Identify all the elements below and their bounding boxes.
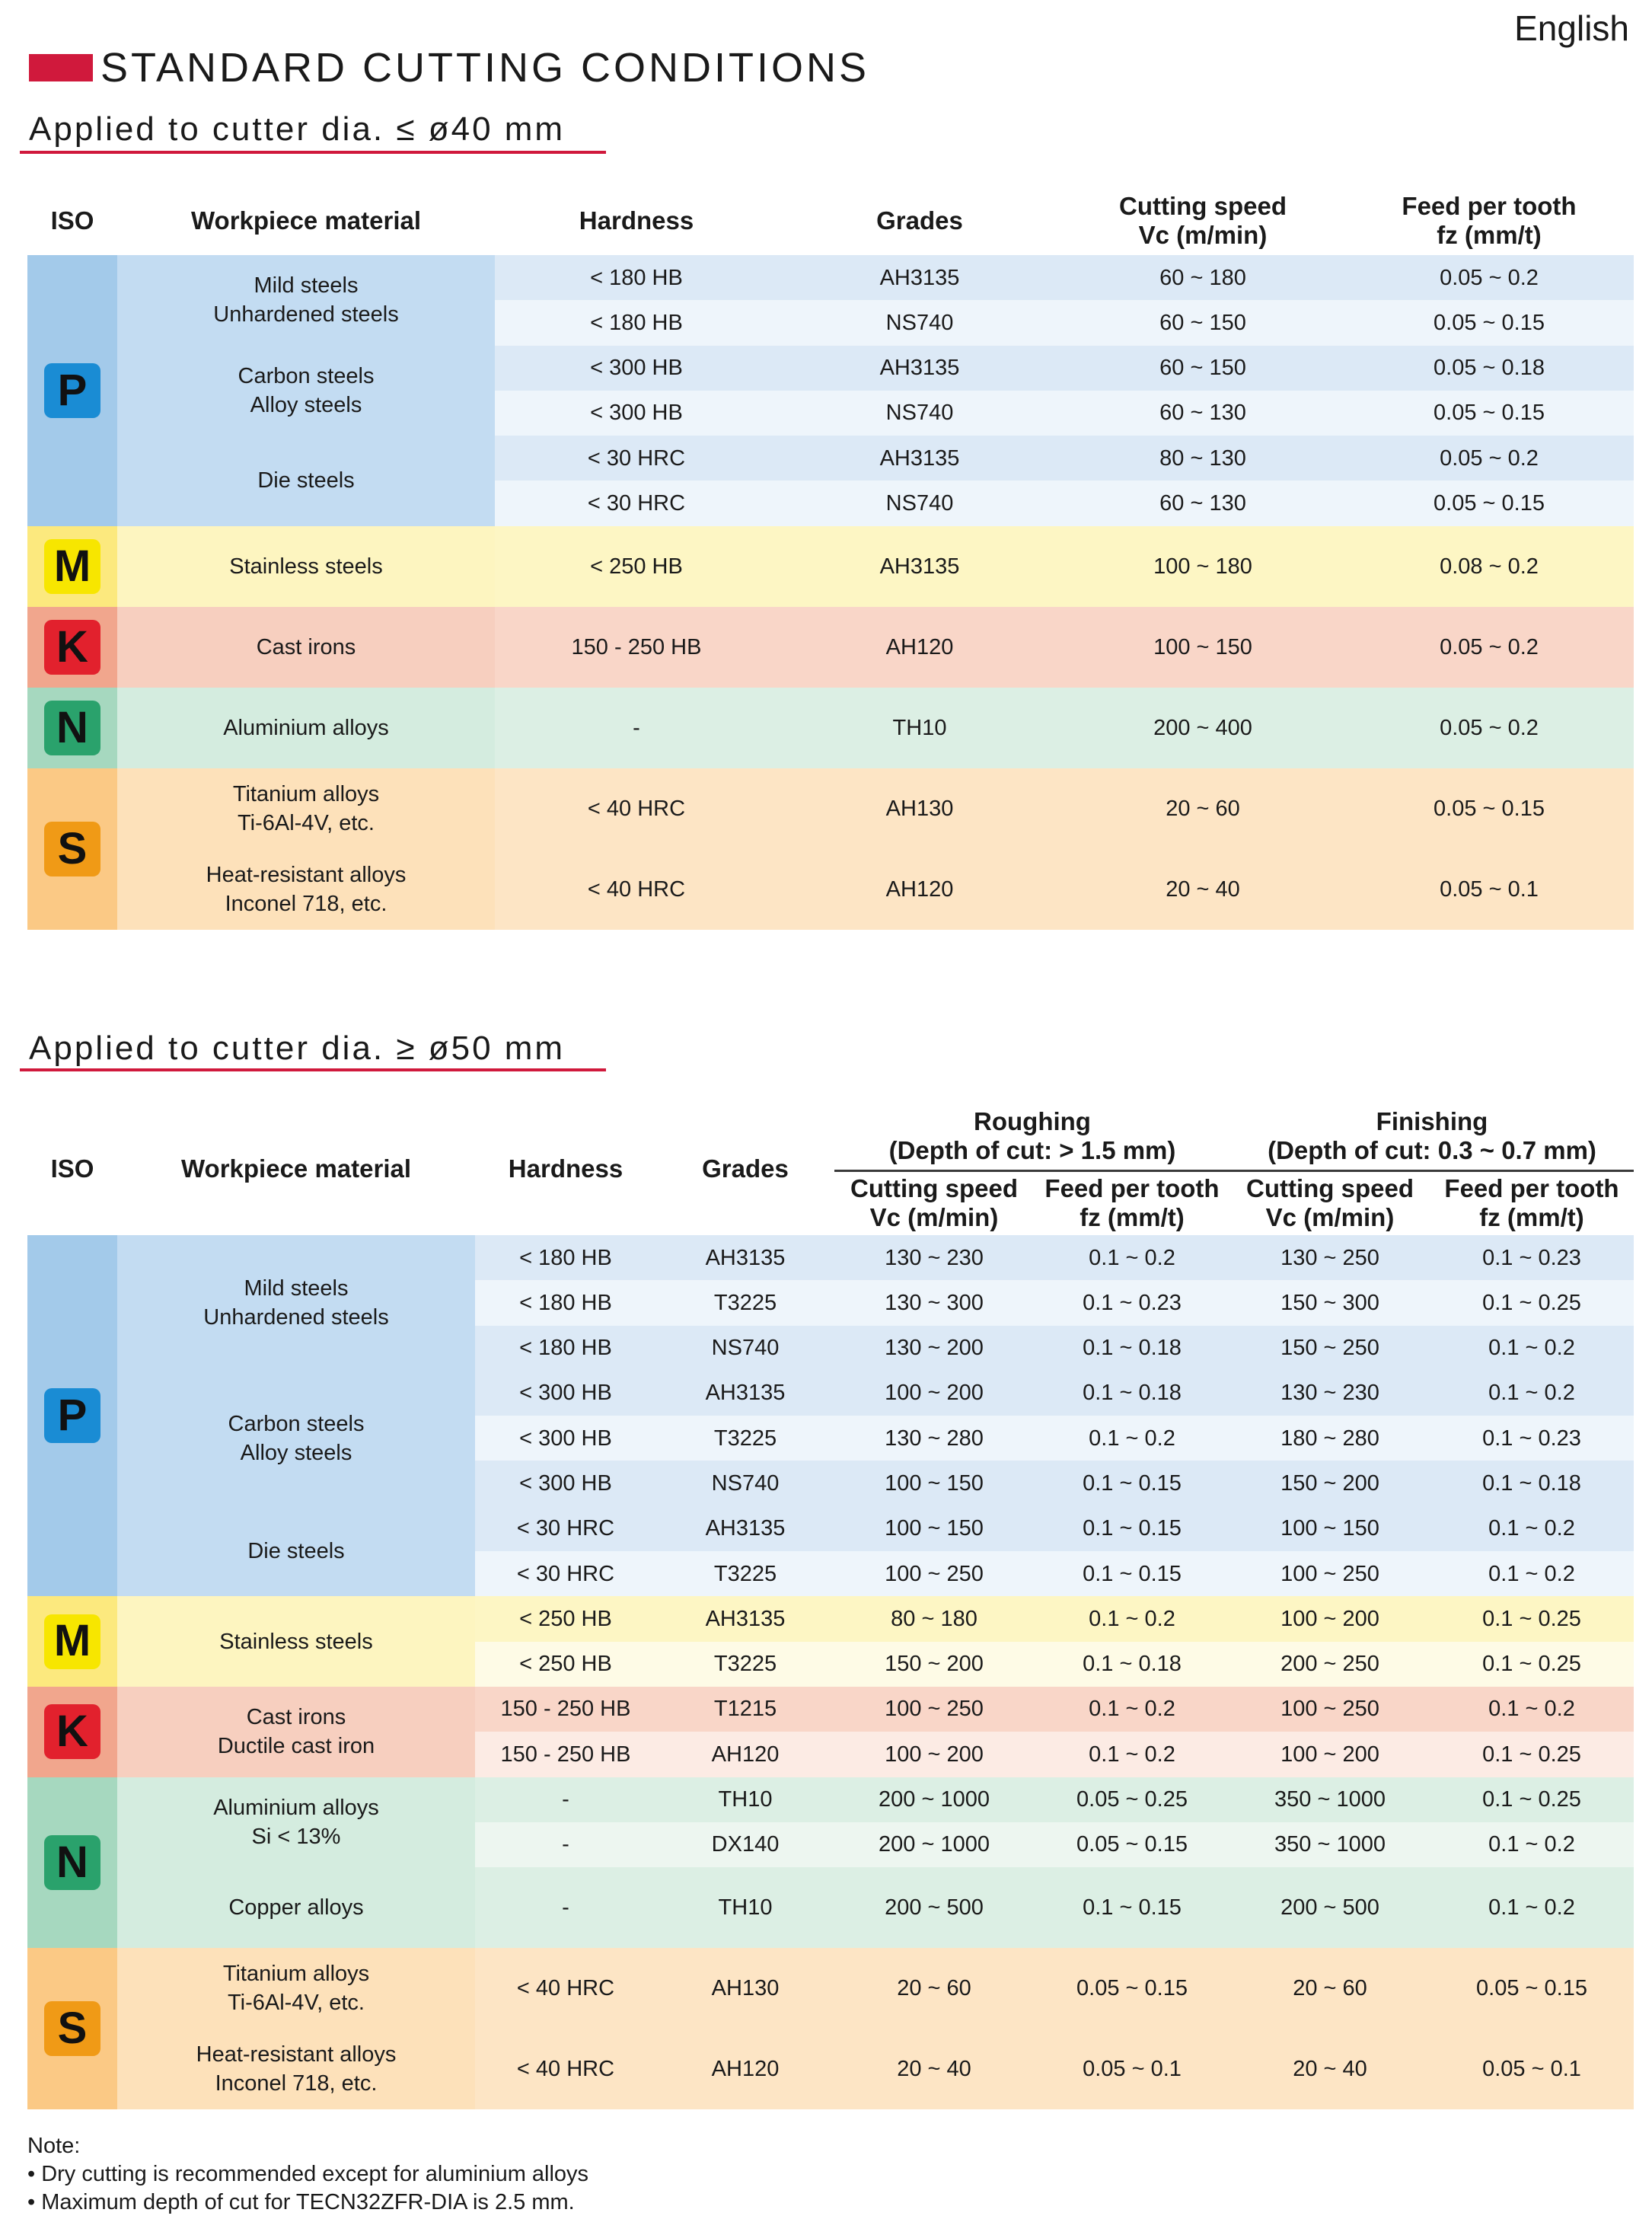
material-name: Stainless steels: [229, 554, 383, 579]
iso-badge-k: K: [44, 1704, 100, 1759]
table-row: [27, 1687, 1634, 1732]
header-feed-per-tooth: [1344, 187, 1634, 255]
finishing-feed-cell: 0.1 ~ 0.2: [1430, 1506, 1634, 1551]
finishing-feed-cell: 0.1 ~ 0.25: [1430, 1732, 1634, 1777]
header-iso: ISO: [50, 1154, 94, 1183]
cutting-speed-cell: 20 ~ 60: [1061, 768, 1344, 849]
finishing-speed-cell: 100 ~ 150: [1230, 1506, 1430, 1551]
iso-badge-m: M: [44, 1614, 100, 1669]
material-name: Ti-6Al-4V, etc.: [228, 1991, 365, 2016]
material-name: Die steels: [257, 468, 355, 493]
material-cell: [117, 1777, 475, 1868]
section-title-small-dia: Applied to cutter dia. ≤ ø40 mm: [29, 110, 566, 148]
material-cell: [117, 346, 495, 436]
header-grades: Grades: [876, 206, 963, 235]
header-cutting-speed-line2: Vc (m/min): [1138, 221, 1268, 249]
table-row: [27, 607, 1634, 688]
header-feed-line1: Feed per tooth: [1402, 192, 1577, 221]
hardness-cell: -: [475, 1822, 656, 1867]
material-name: Ti-6Al-4V, etc.: [238, 810, 375, 835]
roughing-speed-cell: 20 ~ 60: [834, 1948, 1034, 2029]
cutting-speed-cell: 20 ~ 40: [1061, 849, 1344, 930]
table-row: [27, 849, 1634, 930]
roughing-speed-cell: 100 ~ 150: [834, 1461, 1034, 1505]
finishing-feed-cell: 0.1 ~ 0.25: [1430, 1642, 1634, 1687]
finishing-speed-cell: 100 ~ 200: [1230, 1596, 1430, 1641]
finishing-speed-cell: 350 ~ 1000: [1230, 1822, 1430, 1867]
iso-badge-n: N: [44, 701, 100, 755]
feed-cell: 0.05 ~ 0.2: [1344, 436, 1634, 481]
header-iso: ISO: [50, 206, 94, 235]
table-row: [27, 1596, 1634, 1641]
grade-cell: AH3135: [656, 1371, 834, 1416]
header-speed-line2: Vc (m/min): [1265, 1203, 1395, 1232]
header-finishing-line2: (Depth of cut: 0.3 ~ 0.7 mm): [1268, 1135, 1596, 1164]
iso-badge-k: K: [44, 620, 100, 675]
iso-cell: [27, 607, 117, 688]
finishing-feed-cell: 0.1 ~ 0.2: [1430, 1867, 1634, 1948]
hardness-cell: < 180 HB: [495, 300, 778, 345]
finishing-feed-cell: 0.05 ~ 0.15: [1430, 1948, 1634, 2029]
feed-cell: 0.05 ~ 0.2: [1344, 255, 1634, 300]
cutting-speed-cell: 60 ~ 180: [1061, 255, 1344, 300]
material-name: Titanium alloys: [222, 1961, 370, 1986]
title-accent-bar: [29, 54, 93, 81]
table-row: [27, 1948, 1634, 2029]
grade-cell: AH120: [656, 2029, 834, 2109]
material-cell: [117, 1235, 475, 1371]
roughing-feed-cell: 0.1 ~ 0.2: [1034, 1596, 1230, 1641]
notes: [27, 2132, 588, 2217]
hardness-cell: < 30 HRC: [475, 1551, 656, 1596]
iso-cell: [27, 1235, 117, 1596]
roughing-feed-cell: 0.1 ~ 0.2: [1034, 1416, 1230, 1461]
header-cutting-speed: [1061, 187, 1344, 255]
hardness-cell: < 300 HB: [475, 1461, 656, 1505]
finishing-speed-cell: 150 ~ 250: [1230, 1326, 1430, 1371]
finishing-speed-cell: 130 ~ 230: [1230, 1371, 1430, 1416]
material-cell: [117, 255, 495, 346]
cutting-speed-cell: 200 ~ 400: [1061, 688, 1344, 768]
cutting-conditions-table-large: [27, 1103, 1634, 2109]
grade-cell: TH10: [778, 688, 1061, 768]
roughing-feed-cell: 0.05 ~ 0.15: [1034, 1948, 1230, 2029]
material-name: Mild steels: [254, 273, 359, 299]
table-row: [27, 1371, 1634, 1416]
roughing-speed-cell: 200 ~ 1000: [834, 1822, 1034, 1867]
iso-cell: [27, 255, 117, 526]
hardness-cell: < 30 HRC: [495, 481, 778, 525]
finishing-speed-cell: 100 ~ 250: [1230, 1551, 1430, 1596]
material-name: Cast irons: [246, 1705, 346, 1729]
grade-cell: TH10: [656, 1777, 834, 1822]
page-title: [29, 46, 869, 90]
finishing-feed-cell: 0.1 ~ 0.25: [1430, 1280, 1634, 1325]
finishing-feed-cell: 0.1 ~ 0.25: [1430, 1596, 1634, 1641]
iso-badge-s: S: [44, 2001, 100, 2056]
page-title-text: STANDARD CUTTING CONDITIONS: [100, 45, 869, 91]
material-name: Copper alloys: [228, 1895, 364, 1920]
grade-cell: T3225: [656, 1551, 834, 1596]
cutting-speed-cell: 60 ~ 130: [1061, 481, 1344, 525]
material-name: Aluminium alloys: [213, 1795, 379, 1820]
material-cell: [117, 768, 495, 849]
roughing-feed-cell: 0.1 ~ 0.23: [1034, 1280, 1230, 1325]
header-hardness: Hardness: [579, 206, 694, 235]
cutting-speed-cell: 100 ~ 180: [1061, 526, 1344, 607]
iso-badge-n: N: [44, 1835, 100, 1890]
feed-cell: 0.05 ~ 0.15: [1344, 391, 1634, 436]
header-feed-line1: Feed per tooth: [1044, 1174, 1220, 1203]
roughing-speed-cell: 100 ~ 200: [834, 1732, 1034, 1777]
roughing-feed-cell: 0.1 ~ 0.15: [1034, 1867, 1230, 1948]
iso-cell: [27, 1596, 117, 1687]
hardness-cell: < 250 HB: [495, 526, 778, 607]
grade-cell: NS740: [656, 1326, 834, 1371]
header-roughing-speed: [834, 1170, 1034, 1235]
grade-cell: AH3135: [778, 346, 1061, 391]
grade-cell: AH120: [778, 607, 1061, 688]
roughing-speed-cell: 100 ~ 250: [834, 1687, 1034, 1732]
header-roughing: [834, 1103, 1230, 1170]
header-roughing-line1: Roughing: [974, 1106, 1091, 1135]
feed-cell: 0.05 ~ 0.15: [1344, 768, 1634, 849]
header-roughing-line2: (Depth of cut: > 1.5 mm): [888, 1135, 1176, 1164]
material-name: Mild steels: [244, 1276, 349, 1301]
finishing-feed-cell: 0.05 ~ 0.1: [1430, 2029, 1634, 2109]
cutting-speed-cell: 60 ~ 130: [1061, 391, 1344, 436]
header-finishing-feed: [1430, 1170, 1634, 1235]
material-name: Titanium alloys: [232, 781, 380, 806]
hardness-cell: < 300 HB: [495, 391, 778, 436]
finishing-speed-cell: 20 ~ 60: [1230, 1948, 1430, 2029]
finishing-speed-cell: 150 ~ 300: [1230, 1280, 1430, 1325]
grade-cell: DX140: [656, 1822, 834, 1867]
hardness-cell: < 30 HRC: [495, 436, 778, 481]
feed-cell: 0.05 ~ 0.2: [1344, 688, 1634, 768]
hardness-cell: < 180 HB: [475, 1280, 656, 1325]
material-name: Unhardened steels: [203, 1304, 389, 1330]
header-grades: Grades: [702, 1154, 789, 1183]
roughing-feed-cell: 0.05 ~ 0.25: [1034, 1777, 1230, 1822]
material-name: Carbon steels: [238, 363, 375, 388]
grade-cell: NS740: [778, 300, 1061, 345]
material-name: Unhardened steels: [213, 302, 399, 327]
table-row: [27, 255, 1634, 300]
iso-badge-s: S: [44, 822, 100, 876]
feed-cell: 0.05 ~ 0.2: [1344, 607, 1634, 688]
header-feed-line2: fz (mm/t): [1080, 1203, 1185, 1232]
note-item: • Dry cutting is recommended except for aluminium alloys: [27, 2162, 589, 2186]
finishing-speed-cell: 130 ~ 250: [1230, 1235, 1430, 1280]
material-name: Heat-resistant alloys: [206, 862, 407, 887]
finishing-speed-cell: 100 ~ 250: [1230, 1687, 1430, 1732]
table-row: [27, 1867, 1634, 1948]
finishing-feed-cell: 0.1 ~ 0.2: [1430, 1822, 1634, 1867]
grade-cell: AH3135: [778, 255, 1061, 300]
finishing-speed-cell: 150 ~ 200: [1230, 1461, 1430, 1505]
roughing-feed-cell: 0.1 ~ 0.2: [1034, 1235, 1230, 1280]
finishing-feed-cell: 0.1 ~ 0.23: [1430, 1416, 1634, 1461]
hardness-cell: < 300 HB: [475, 1371, 656, 1416]
table-row: [27, 2029, 1634, 2109]
roughing-speed-cell: 100 ~ 150: [834, 1506, 1034, 1551]
roughing-feed-cell: 0.1 ~ 0.18: [1034, 1642, 1230, 1687]
material-cell: [117, 607, 495, 688]
finishing-feed-cell: 0.1 ~ 0.2: [1430, 1551, 1634, 1596]
hardness-cell: < 40 HRC: [475, 2029, 656, 2109]
hardness-cell: -: [475, 1777, 656, 1822]
material-cell: [117, 849, 495, 930]
finishing-feed-cell: 0.1 ~ 0.2: [1430, 1326, 1634, 1371]
material-cell: [117, 2029, 475, 2109]
header-hardness: Hardness: [508, 1154, 623, 1183]
roughing-speed-cell: 130 ~ 230: [834, 1235, 1034, 1280]
roughing-speed-cell: 130 ~ 200: [834, 1326, 1034, 1371]
roughing-feed-cell: 0.1 ~ 0.18: [1034, 1371, 1230, 1416]
note-item: • Maximum depth of cut for TECN32ZFR-DIA is 2.5 mm.: [27, 2190, 575, 2214]
grade-cell: NS740: [656, 1461, 834, 1505]
roughing-speed-cell: 150 ~ 200: [834, 1642, 1034, 1687]
hardness-cell: < 250 HB: [475, 1642, 656, 1687]
finishing-speed-cell: 100 ~ 200: [1230, 1732, 1430, 1777]
material-cell: [117, 688, 495, 768]
hardness-cell: < 30 HRC: [475, 1506, 656, 1551]
iso-cell: [27, 1777, 117, 1949]
roughing-speed-cell: 200 ~ 500: [834, 1867, 1034, 1948]
notes-heading: Note:: [27, 2134, 81, 2158]
table-row: [27, 1506, 1634, 1551]
material-cell: [117, 526, 495, 607]
hardness-cell: 150 - 250 HB: [475, 1732, 656, 1777]
feed-cell: 0.05 ~ 0.15: [1344, 481, 1634, 525]
roughing-speed-cell: 100 ~ 200: [834, 1371, 1034, 1416]
finishing-feed-cell: 0.1 ~ 0.2: [1430, 1371, 1634, 1416]
grade-cell: AH130: [656, 1948, 834, 2029]
roughing-feed-cell: 0.05 ~ 0.15: [1034, 1822, 1230, 1867]
section-rule: [20, 151, 606, 154]
roughing-speed-cell: 80 ~ 180: [834, 1596, 1034, 1641]
material-cell: [117, 1867, 475, 1948]
material-cell: [117, 1596, 475, 1687]
table-row: [27, 436, 1634, 481]
cutting-speed-cell: 80 ~ 130: [1061, 436, 1344, 481]
material-name: Inconel 718, etc.: [215, 2071, 378, 2096]
material-name: Aluminium alloys: [223, 715, 389, 740]
cutting-conditions-table-small: [27, 187, 1634, 930]
header-material: Workpiece material: [190, 206, 422, 235]
roughing-feed-cell: 0.1 ~ 0.15: [1034, 1551, 1230, 1596]
table-row: [27, 768, 1634, 849]
grade-cell: AH130: [778, 768, 1061, 849]
table-row: [27, 526, 1634, 607]
material-name: Stainless steels: [219, 1629, 373, 1654]
grade-cell: NS740: [778, 481, 1061, 525]
header-feed-line2: fz (mm/t): [1437, 221, 1542, 249]
material-cell: [117, 1371, 475, 1506]
feed-cell: 0.05 ~ 0.1: [1344, 849, 1634, 930]
roughing-speed-cell: 100 ~ 250: [834, 1551, 1034, 1596]
finishing-speed-cell: 180 ~ 280: [1230, 1416, 1430, 1461]
material-name: Inconel 718, etc.: [225, 891, 387, 916]
hardness-cell: < 250 HB: [475, 1596, 656, 1641]
grade-cell: T3225: [656, 1416, 834, 1461]
feed-cell: 0.05 ~ 0.15: [1344, 300, 1634, 345]
hardness-cell: -: [475, 1867, 656, 1948]
header-material: Workpiece material: [180, 1154, 412, 1183]
cutting-speed-cell: 60 ~ 150: [1061, 300, 1344, 345]
roughing-speed-cell: 130 ~ 300: [834, 1280, 1034, 1325]
header-finishing-line1: Finishing: [1376, 1106, 1488, 1135]
section-title-large-dia: Applied to cutter dia. ≥ ø50 mm: [29, 1030, 566, 1067]
language-label: English: [1514, 8, 1629, 48]
hardness-cell: < 300 HB: [495, 346, 778, 391]
header-feed-line1: Feed per tooth: [1444, 1174, 1619, 1203]
header-speed-line2: Vc (m/min): [869, 1203, 999, 1232]
finishing-feed-cell: 0.1 ~ 0.18: [1430, 1461, 1634, 1505]
hardness-cell: < 300 HB: [475, 1416, 656, 1461]
material-name: Si < 13%: [251, 1824, 341, 1849]
roughing-speed-cell: 200 ~ 1000: [834, 1777, 1034, 1822]
grade-cell: AH3135: [778, 436, 1061, 481]
hardness-cell: < 180 HB: [475, 1235, 656, 1280]
header-feed-line2: fz (mm/t): [1479, 1203, 1584, 1232]
feed-cell: 0.05 ~ 0.18: [1344, 346, 1634, 391]
iso-cell: [27, 768, 117, 930]
material-cell: [117, 1948, 475, 2029]
finishing-feed-cell: 0.1 ~ 0.2: [1430, 1687, 1634, 1732]
material-name: Alloy steels: [250, 392, 362, 417]
roughing-feed-cell: 0.1 ~ 0.2: [1034, 1687, 1230, 1732]
material-name: Carbon steels: [228, 1411, 365, 1436]
hardness-cell: < 40 HRC: [495, 849, 778, 930]
grade-cell: AH3135: [656, 1506, 834, 1551]
hardness-cell: < 180 HB: [495, 255, 778, 300]
finishing-speed-cell: 200 ~ 250: [1230, 1642, 1430, 1687]
roughing-speed-cell: 20 ~ 40: [834, 2029, 1034, 2109]
material-name: Cast irons: [256, 634, 356, 659]
finishing-feed-cell: 0.1 ~ 0.23: [1430, 1235, 1634, 1280]
roughing-feed-cell: 0.1 ~ 0.15: [1034, 1461, 1230, 1505]
hardness-cell: 150 - 250 HB: [495, 607, 778, 688]
table-row: [27, 1777, 1634, 1822]
roughing-feed-cell: 0.1 ~ 0.18: [1034, 1326, 1230, 1371]
roughing-speed-cell: 130 ~ 280: [834, 1416, 1034, 1461]
material-name: Die steels: [247, 1538, 345, 1563]
cutting-speed-cell: 100 ~ 150: [1061, 607, 1344, 688]
header-cutting-speed-line1: Cutting speed: [1119, 192, 1287, 221]
material-name: Ductile cast iron: [217, 1734, 375, 1759]
iso-cell: [27, 688, 117, 768]
grade-cell: T3225: [656, 1642, 834, 1687]
roughing-feed-cell: 0.05 ~ 0.1: [1034, 2029, 1230, 2109]
section-rule: [20, 1068, 606, 1071]
header-roughing-feed: [1034, 1170, 1230, 1235]
grade-cell: NS740: [778, 391, 1061, 436]
grade-cell: AH3135: [656, 1596, 834, 1641]
grade-cell: AH3135: [778, 526, 1061, 607]
header-finishing: [1230, 1103, 1634, 1170]
header-speed-line1: Cutting speed: [850, 1174, 1018, 1203]
grade-cell: AH120: [778, 849, 1061, 930]
hardness-cell: -: [495, 688, 778, 768]
table-row: [27, 688, 1634, 768]
grade-cell: AH120: [656, 1732, 834, 1777]
hardness-cell: < 40 HRC: [475, 1948, 656, 2029]
feed-cell: 0.08 ~ 0.2: [1344, 526, 1634, 607]
finishing-speed-cell: 350 ~ 1000: [1230, 1777, 1430, 1822]
material-name: Heat-resistant alloys: [196, 2042, 397, 2067]
iso-cell: [27, 526, 117, 607]
roughing-feed-cell: 0.1 ~ 0.2: [1034, 1732, 1230, 1777]
material-cell: [117, 1506, 475, 1597]
roughing-feed-cell: 0.1 ~ 0.15: [1034, 1506, 1230, 1551]
iso-badge-p: P: [44, 363, 100, 418]
iso-cell: [27, 1687, 117, 1777]
header-speed-line1: Cutting speed: [1246, 1174, 1414, 1203]
header-finishing-speed: [1230, 1170, 1430, 1235]
material-name: Alloy steels: [240, 1440, 352, 1465]
iso-badge-p: P: [44, 1388, 100, 1443]
material-cell: [117, 436, 495, 526]
hardness-cell: < 180 HB: [475, 1326, 656, 1371]
grade-cell: AH3135: [656, 1235, 834, 1280]
iso-cell: [27, 1948, 117, 2109]
grade-cell: T3225: [656, 1280, 834, 1325]
table-row: [27, 1235, 1634, 1280]
iso-badge-m: M: [44, 539, 100, 594]
finishing-speed-cell: 200 ~ 500: [1230, 1867, 1430, 1948]
table-row: [27, 346, 1634, 391]
material-cell: [117, 1687, 475, 1777]
grade-cell: T1215: [656, 1687, 834, 1732]
grade-cell: TH10: [656, 1867, 834, 1948]
finishing-feed-cell: 0.1 ~ 0.25: [1430, 1777, 1634, 1822]
cutting-speed-cell: 60 ~ 150: [1061, 346, 1344, 391]
hardness-cell: 150 - 250 HB: [475, 1687, 656, 1732]
hardness-cell: < 40 HRC: [495, 768, 778, 849]
finishing-speed-cell: 20 ~ 40: [1230, 2029, 1430, 2109]
